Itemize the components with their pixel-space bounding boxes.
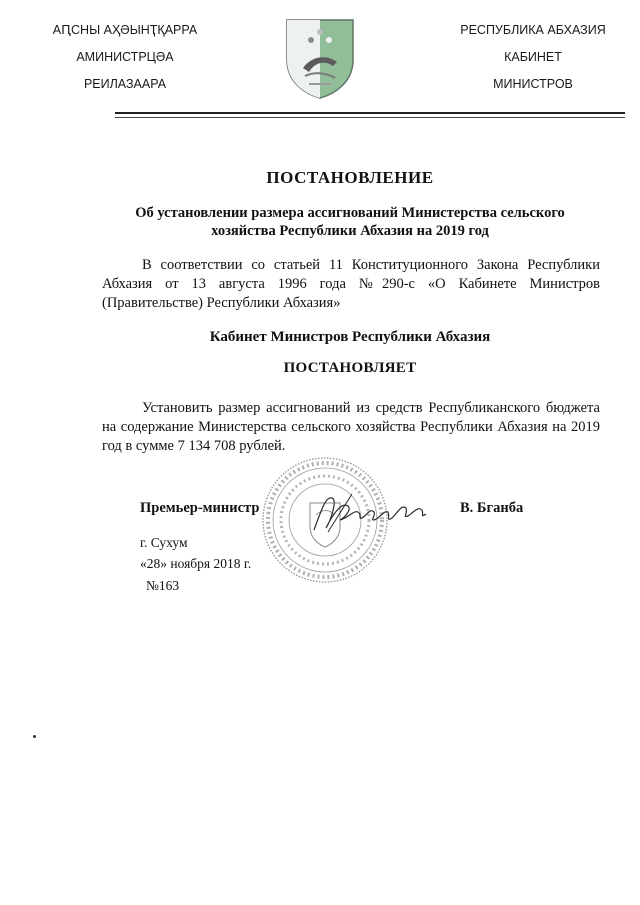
header-divider-thick xyxy=(115,112,625,114)
issuing-body: Кабинет Министров Республики Абхазия xyxy=(209,329,491,345)
document-title: ПОСТАНОВЛЕНИЕ xyxy=(266,168,434,187)
header-divider-thin xyxy=(115,117,625,118)
header-left-line: АԤСНЫ АҲӘЫНҬҚАРРА xyxy=(52,23,198,37)
signatory-title: Премьер-министр xyxy=(140,500,260,516)
header-right-line: МИНИСТРОВ xyxy=(493,77,573,91)
legal-basis-paragraph: В соответствии со статьей 11 Конституционного Закона Республики Абхазия от 13 августа 1996 года №290-с «О Кабинете Министров (Правительстве) Республики Абхазия» xyxy=(102,257,600,311)
signatory-name: В. Бганба xyxy=(460,500,524,516)
header-right-line: КАБИНЕТ xyxy=(504,50,562,64)
document-subject: Об установлении размера ассигнований Министерства сельского хозяйства Республики Абхазия на 2019 год xyxy=(135,205,565,239)
document-date: «28» ноября 2018 г. xyxy=(140,556,252,571)
resolves-heading: ПОСТАНОВЛЯЕТ xyxy=(283,360,417,376)
handwritten-signature-icon xyxy=(308,488,438,538)
document-number: №163 xyxy=(146,578,180,593)
coat-of-arms-icon xyxy=(283,18,357,100)
header-left-line: РЕИЛАЗААРА xyxy=(83,77,167,91)
decision-paragraph: Установить размер ассигнований из средств Республиканского бюджета на содержание Министерства сельского хозяйства Республики Абхазия на 2019 год в сумме 7 134 708 рублей. xyxy=(102,400,600,454)
header-left-line: АМИНИСТРЦӘА xyxy=(76,50,174,64)
header-right-line: РЕСПУБЛИКА АБХАЗИЯ xyxy=(460,23,606,37)
header-russian-block xyxy=(438,22,628,103)
document-city: г. Сухум xyxy=(140,535,188,550)
header-abkhaz-block xyxy=(30,22,220,103)
scan-speck xyxy=(33,735,36,738)
